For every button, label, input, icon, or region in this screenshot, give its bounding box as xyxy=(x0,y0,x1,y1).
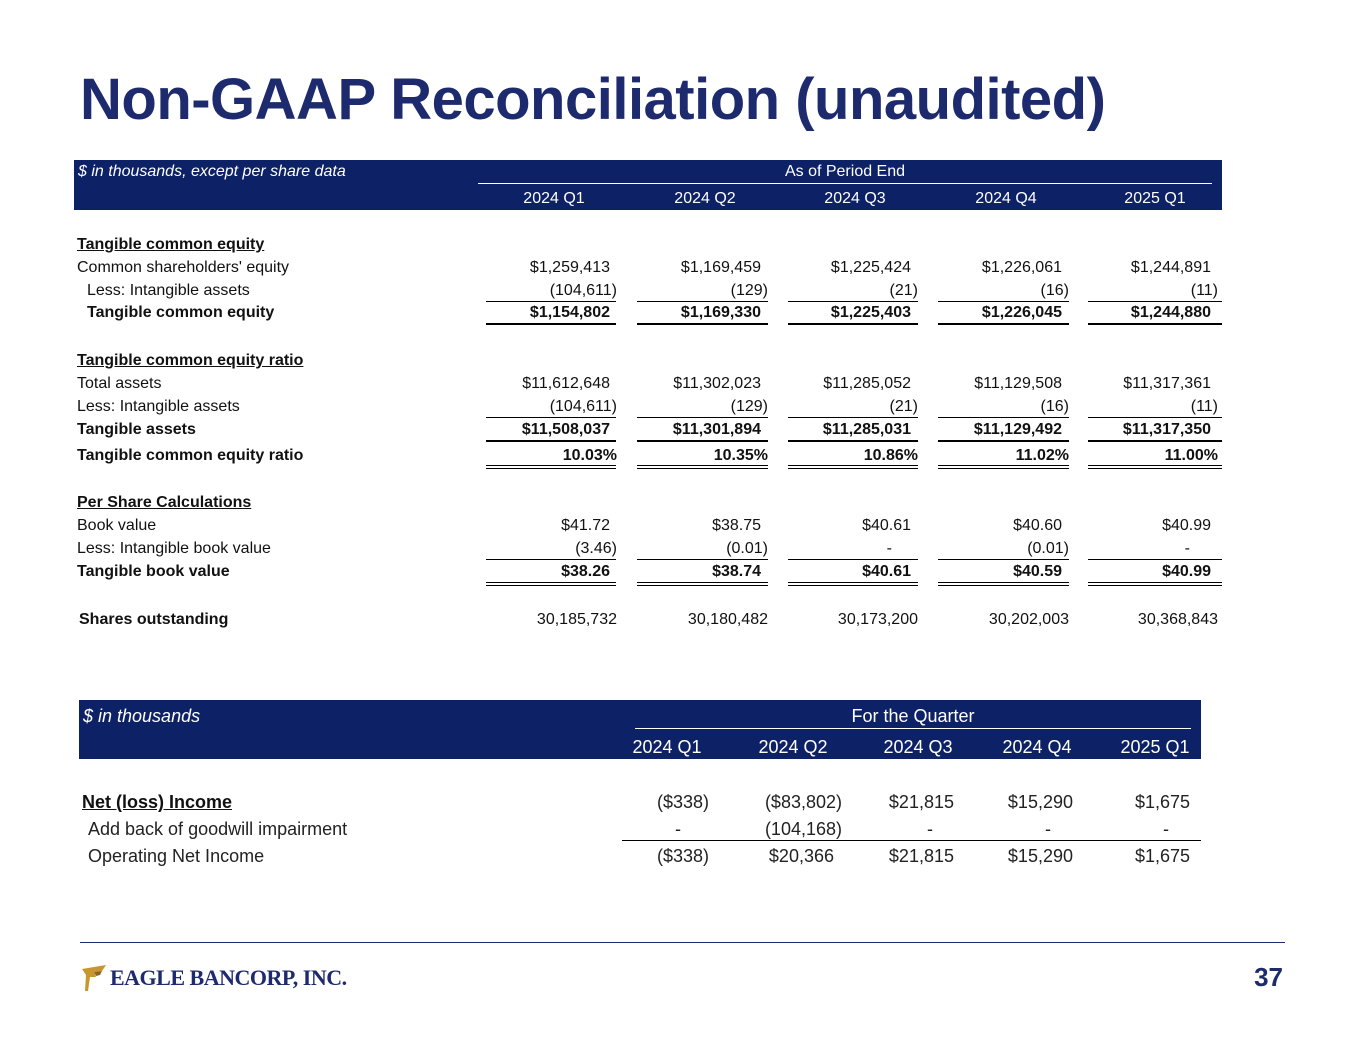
cell: $11,317,361 xyxy=(1123,375,1211,392)
cell: ($338) xyxy=(656,792,709,812)
table2-span-underline xyxy=(635,728,1191,729)
cell: (3.46) xyxy=(575,540,617,557)
cell: $20,366 xyxy=(768,846,834,866)
total-rule xyxy=(486,323,616,325)
cell: $41.72 xyxy=(561,517,610,534)
cell: 10.03% xyxy=(562,447,617,464)
total-rule xyxy=(788,323,918,325)
double-rule xyxy=(637,582,768,586)
cell: $40.99 xyxy=(1162,563,1211,580)
cell: $1,675 xyxy=(1134,846,1190,866)
cell: $1,169,330 xyxy=(680,304,761,321)
table1-span-label: As of Period End xyxy=(784,163,906,180)
cell: (129) xyxy=(730,398,768,415)
cell: - xyxy=(1184,540,1190,557)
table1-unit-label: $ in thousands, except per share data xyxy=(78,163,346,180)
company-logo xyxy=(80,962,347,994)
cell: 30,180,482 xyxy=(687,611,768,628)
table1-col-header: 2025 Q1 xyxy=(1124,190,1186,207)
subtotal-rule xyxy=(938,417,1069,418)
row-label: Less: Intangible book value xyxy=(77,540,271,557)
section-heading: Per Share Calculations xyxy=(77,494,252,511)
subtotal-rule xyxy=(1088,559,1222,560)
cell: $1,225,403 xyxy=(830,304,911,321)
cell: $38.75 xyxy=(712,517,761,534)
total-rule xyxy=(938,440,1069,442)
subtotal-rule xyxy=(486,559,616,560)
table1-span-underline xyxy=(478,183,1212,184)
double-rule xyxy=(788,465,918,469)
cell: (0.01) xyxy=(726,540,768,557)
cell: - xyxy=(886,540,892,557)
cell: - xyxy=(1163,819,1169,839)
subtotal-rule xyxy=(938,301,1069,302)
table2-col-header: 2024 Q1 xyxy=(632,737,702,757)
cell: $1,259,413 xyxy=(529,259,610,276)
cell: $1,244,880 xyxy=(1130,304,1211,321)
subtotal-rule xyxy=(788,417,918,418)
cell: (16) xyxy=(1040,282,1069,299)
cell: 30,185,732 xyxy=(536,611,617,628)
cell: ($83,802) xyxy=(764,792,842,812)
cell: (129) xyxy=(730,282,768,299)
total-rule xyxy=(938,323,1069,325)
table1-col-header: 2024 Q1 xyxy=(523,190,585,207)
table1-col-header: 2024 Q3 xyxy=(824,190,886,207)
double-rule xyxy=(788,582,918,586)
row-label: Less: Intangible assets xyxy=(87,282,250,299)
total-rule xyxy=(637,440,768,442)
row-label: Tangible common equity xyxy=(87,304,275,321)
cell: $1,226,061 xyxy=(981,259,1062,276)
cell: (0.01) xyxy=(1027,540,1069,557)
cell: $40.99 xyxy=(1162,517,1211,534)
cell: $1,225,424 xyxy=(830,259,911,276)
subtotal-rule xyxy=(486,301,616,302)
table2-col-header: 2025 Q1 xyxy=(1120,737,1190,757)
cell: $40.61 xyxy=(862,517,911,534)
cell: 30,202,003 xyxy=(988,611,1069,628)
cell: (104,611) xyxy=(549,398,617,415)
cell: 30,173,200 xyxy=(837,611,918,628)
cell: - xyxy=(675,819,681,839)
cell: 11.00% xyxy=(1164,447,1218,464)
cell: $1,169,459 xyxy=(680,259,761,276)
row-label: Shares outstanding xyxy=(79,611,229,628)
cell: $1,675 xyxy=(1134,792,1190,812)
cell: (104,168) xyxy=(764,819,842,839)
cell: $11,285,031 xyxy=(822,421,911,438)
subtotal-rule xyxy=(1088,301,1222,302)
page-title: Non-GAAP Reconciliation (unaudited) xyxy=(80,67,1106,132)
cell: $11,285,052 xyxy=(823,375,911,392)
cell: (104,611) xyxy=(549,282,617,299)
company-logo-text: EAGLE BANCORP, INC. xyxy=(110,965,347,990)
double-rule xyxy=(1088,465,1222,469)
section-heading: Tangible common equity ratio xyxy=(77,352,304,369)
page-number: 37 xyxy=(1254,962,1283,992)
table2-col-header: 2024 Q2 xyxy=(758,737,828,757)
table2-header xyxy=(79,700,1201,759)
section-heading: Tangible common equity xyxy=(77,236,265,253)
row-label: Total assets xyxy=(77,375,162,392)
double-rule xyxy=(1088,582,1222,586)
row-label: Operating Net Income xyxy=(88,846,265,866)
cell: $21,815 xyxy=(888,792,954,812)
total-rule xyxy=(1088,440,1222,442)
table1-col-header: 2024 Q2 xyxy=(674,190,736,207)
cell: (16) xyxy=(1040,398,1069,415)
row-label: Net (loss) Income xyxy=(82,792,233,812)
double-rule xyxy=(486,465,616,469)
subtotal-rule xyxy=(1088,417,1222,418)
row-label: Less: Intangible assets xyxy=(77,398,240,415)
cell: $38.26 xyxy=(561,563,610,580)
footer-divider xyxy=(80,942,1285,943)
table2-col-header: 2024 Q4 xyxy=(1002,737,1072,757)
cell: $11,129,508 xyxy=(974,375,1062,392)
subtotal-rule xyxy=(788,559,918,560)
cell: $11,129,492 xyxy=(973,421,1062,438)
subtotal-rule xyxy=(938,559,1069,560)
row-label: Tangible book value xyxy=(77,563,230,580)
cell: $1,244,891 xyxy=(1130,259,1211,276)
table2-span-label: For the Quarter xyxy=(851,706,975,726)
cell: $11,302,023 xyxy=(673,375,761,392)
subtotal-rule xyxy=(622,840,1201,841)
cell: (21) xyxy=(889,398,918,415)
double-rule xyxy=(486,582,616,586)
cell: 10.35% xyxy=(713,447,768,464)
cell: $11,508,037 xyxy=(521,421,610,438)
table1-col-header: 2024 Q4 xyxy=(975,190,1037,207)
cell: $11,612,648 xyxy=(522,375,610,392)
total-rule xyxy=(486,440,616,442)
cell: ($338) xyxy=(656,846,709,866)
double-rule xyxy=(637,465,768,469)
subtotal-rule xyxy=(486,417,616,418)
row-label: Tangible common equity ratio xyxy=(77,447,304,464)
cell: $15,290 xyxy=(1007,846,1073,866)
cell: (11) xyxy=(1190,398,1218,415)
cell: 11.02% xyxy=(1015,447,1069,464)
cell: - xyxy=(927,819,933,839)
cell: $40.60 xyxy=(1013,517,1062,534)
row-label: Tangible assets xyxy=(77,421,196,438)
cell: $11,317,350 xyxy=(1122,421,1211,438)
double-rule xyxy=(938,465,1069,469)
total-rule xyxy=(1088,323,1222,325)
cell: $21,815 xyxy=(888,846,954,866)
table1-header xyxy=(74,160,1222,210)
subtotal-rule xyxy=(788,301,918,302)
subtotal-rule xyxy=(637,301,768,302)
double-rule xyxy=(938,582,1069,586)
total-rule xyxy=(788,440,918,442)
cell: 30,368,843 xyxy=(1137,611,1218,628)
cell: (21) xyxy=(889,282,918,299)
total-rule xyxy=(637,323,768,325)
cell: $38.74 xyxy=(712,563,761,580)
table2-col-header: 2024 Q3 xyxy=(883,737,953,757)
subtotal-rule xyxy=(637,559,768,560)
cell: $15,290 xyxy=(1007,792,1073,812)
eagle-icon xyxy=(80,963,108,993)
subtotal-rule xyxy=(637,417,768,418)
cell: - xyxy=(1045,819,1051,839)
cell: $40.59 xyxy=(1013,563,1062,580)
row-label: Common shareholders' equity xyxy=(77,259,290,276)
cell: (11) xyxy=(1190,282,1218,299)
table2-unit-label: $ in thousands xyxy=(83,706,201,726)
cell: $40.61 xyxy=(862,563,911,580)
cell: $1,154,802 xyxy=(529,304,610,321)
row-label: Add back of goodwill impairment xyxy=(88,819,348,839)
row-label: Book value xyxy=(77,517,157,534)
cell: $11,301,894 xyxy=(672,421,761,438)
cell: $1,226,045 xyxy=(981,304,1062,321)
cell: 10.86% xyxy=(863,447,918,464)
